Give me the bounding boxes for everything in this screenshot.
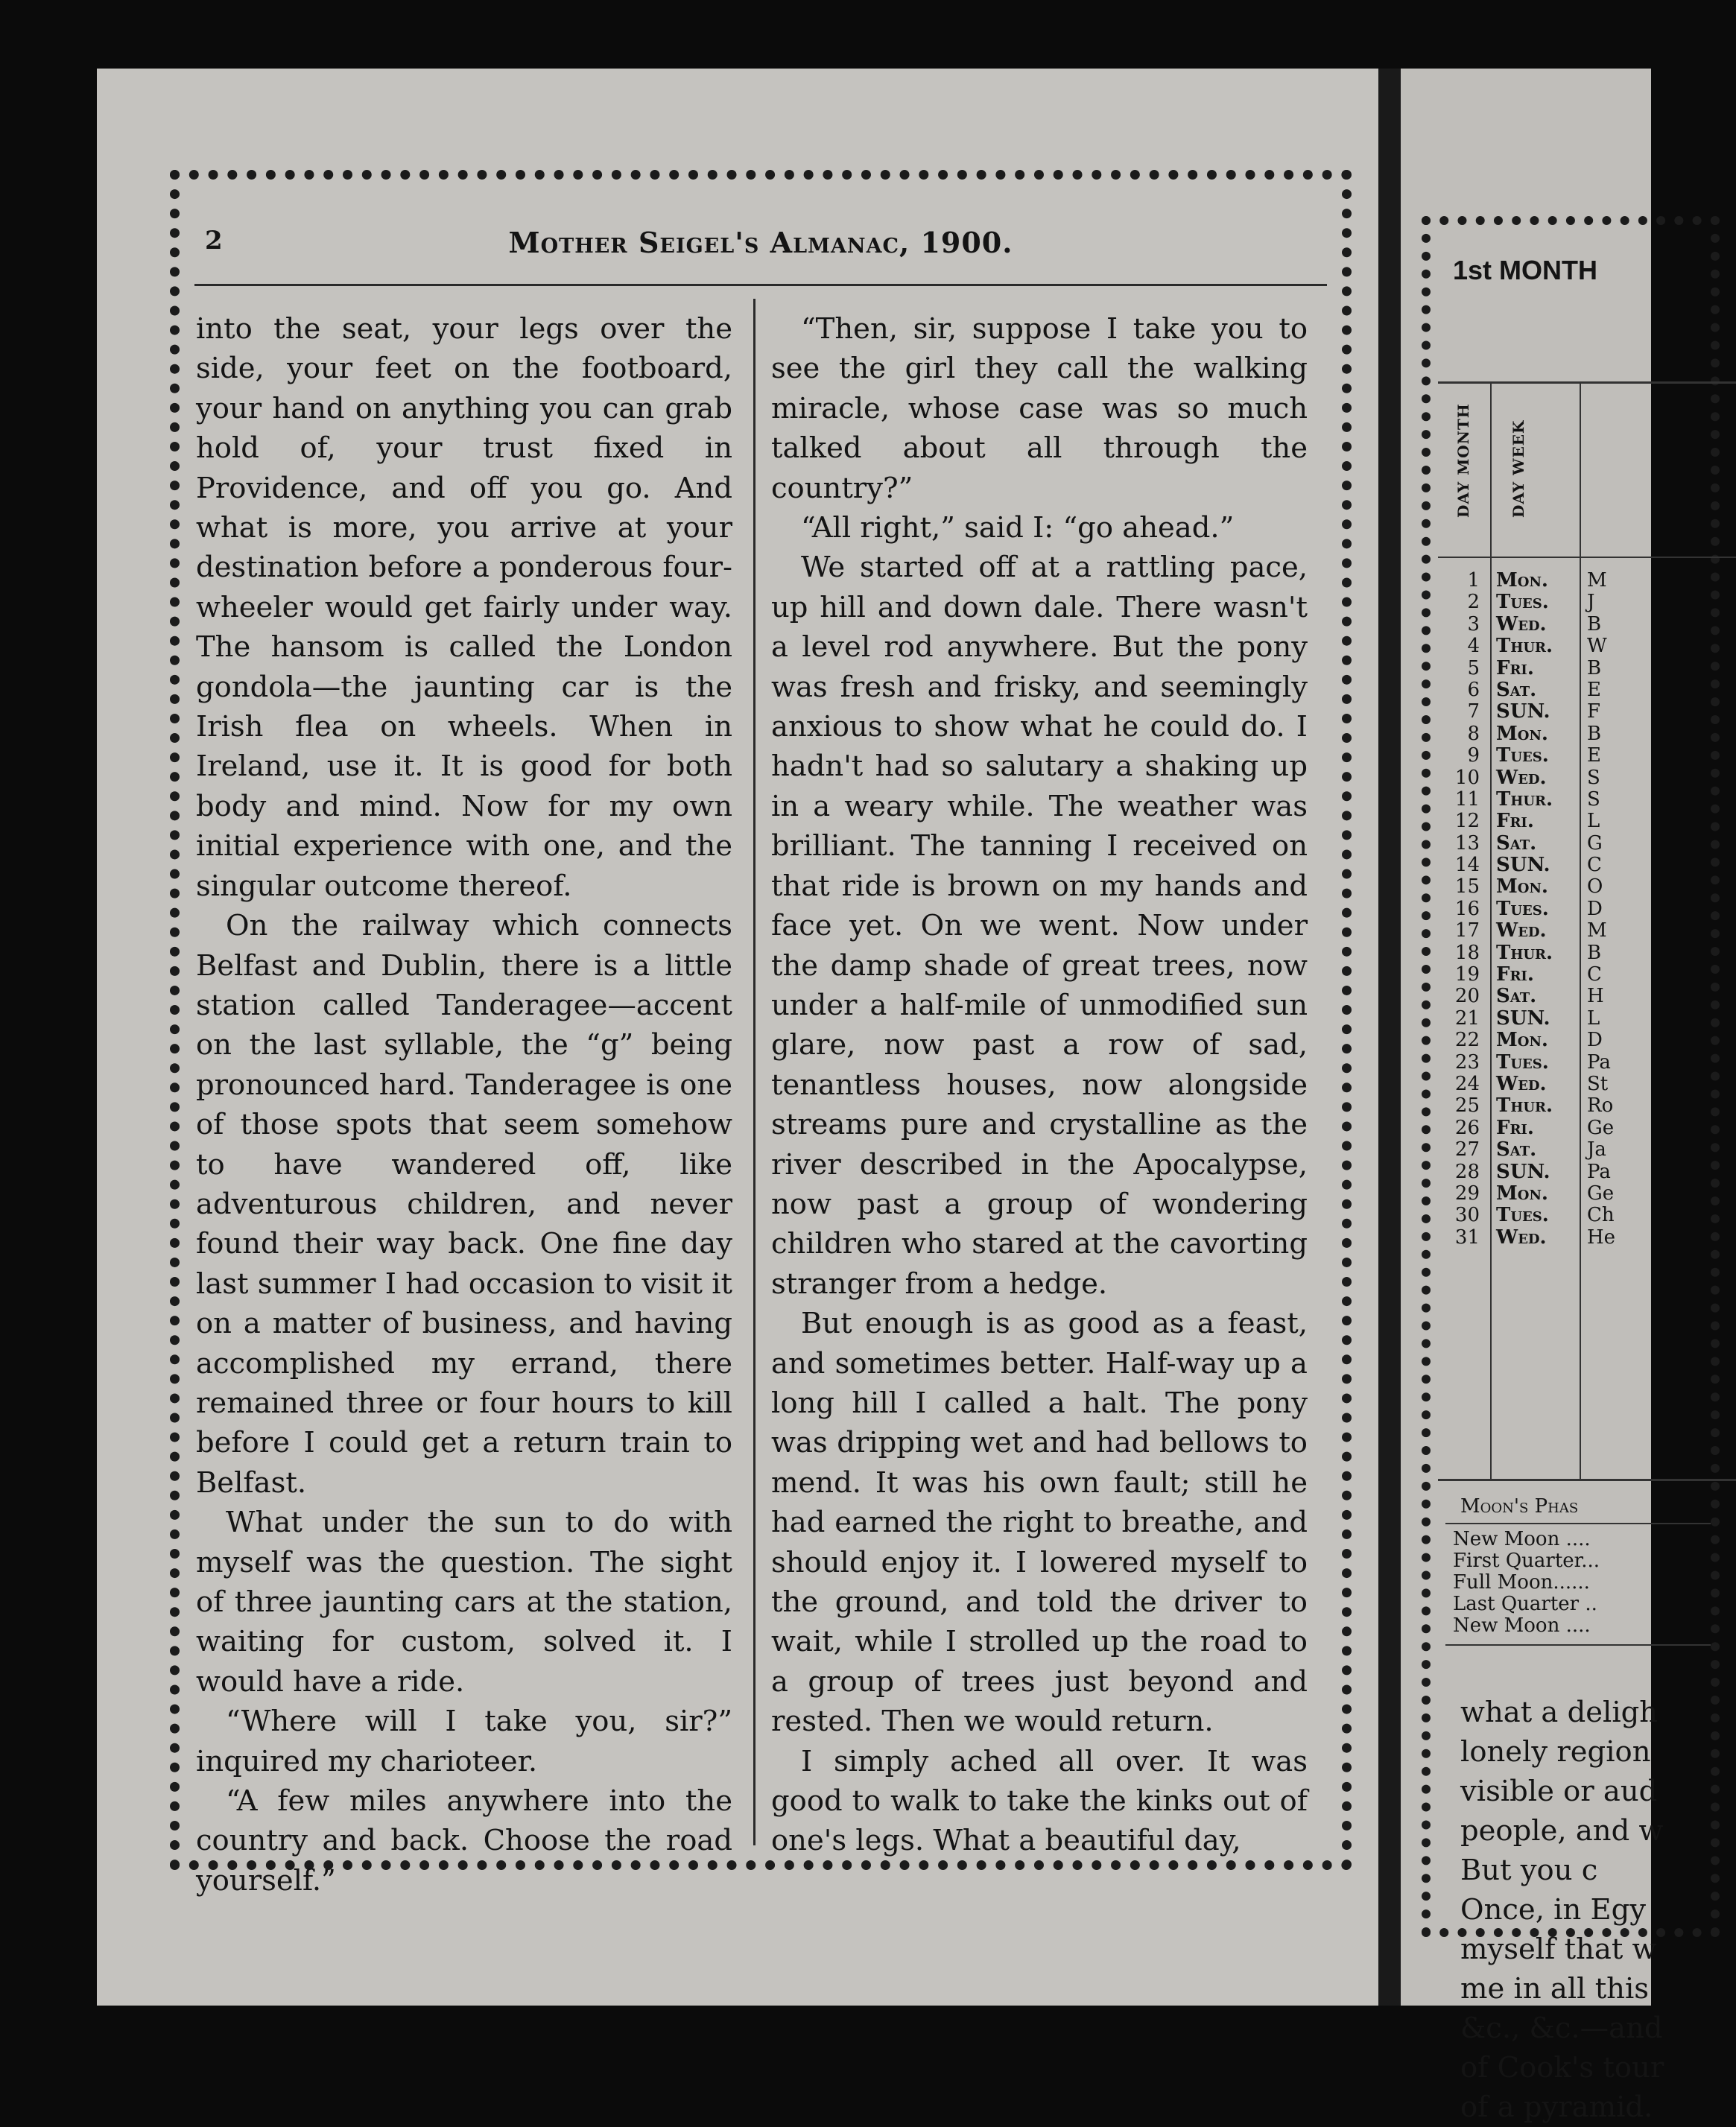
calendar-row bbox=[1438, 876, 1736, 898]
calendar-row bbox=[1438, 1139, 1736, 1161]
calendar-header-rule bbox=[1438, 557, 1736, 558]
day-number: 30 bbox=[1454, 1204, 1480, 1227]
moon-rule bbox=[1445, 1523, 1711, 1524]
weekday: Thur. bbox=[1496, 1094, 1553, 1118]
day-number: 5 bbox=[1467, 656, 1480, 679]
paragraph: “Then, sir, suppose I take you to see the girl they call the walking miracle, whose case was so much talked about all through the country?” bbox=[771, 312, 1308, 505]
day-number: 16 bbox=[1454, 897, 1480, 920]
calendar-frame bbox=[1422, 216, 1720, 2124]
calendar-row bbox=[1438, 1008, 1736, 1030]
day-number: 19 bbox=[1454, 963, 1480, 986]
day-number: 6 bbox=[1467, 678, 1480, 701]
paragraph: “All right,” said I: “go ahead.” bbox=[801, 511, 1235, 545]
entry: L bbox=[1587, 1007, 1600, 1030]
paragraph: We started off at a rattling pace, up hill and down dale. There wasn't a level rod anywhere. But the pony was fresh and frisky, and seemingly anxious to show what he could do. I hadn't had so salutary a shaking up in a weary while. The weather was brilliant. The tanning I received on that ride is brown on my hands and face yet. On we went. Now under the damp shade of great trees, now under a half-mile of unmodified sun glare, now past a row of sad, tenantless houses, now alongside streams pure and crystalline as the river described in the Apocalypse, now past a group of wondering children who stared at the cavorting stranger from a hedge. bbox=[771, 551, 1308, 1301]
day-number: 17 bbox=[1454, 919, 1480, 942]
entry: J bbox=[1587, 591, 1595, 614]
entry: B bbox=[1587, 941, 1602, 964]
calendar-row bbox=[1438, 1095, 1736, 1117]
moon-phase: First Quarter... bbox=[1453, 1550, 1600, 1572]
calendar-row bbox=[1438, 701, 1736, 723]
text-line: myself that w bbox=[1460, 1933, 1657, 1966]
weekday: Mon. bbox=[1496, 1182, 1548, 1205]
entry: E bbox=[1587, 678, 1601, 701]
weekday: SUN. bbox=[1496, 1007, 1550, 1030]
text-line: But you c bbox=[1460, 1854, 1598, 1887]
entry: Ge bbox=[1587, 1182, 1615, 1205]
paragraph: into the seat, your legs over the side, your feet on the footboard, your hand on anything you can grab hold of, your trust fixed in Providence, and off you go. And what is more, you arrive at your destination before a ponderous four-wheeler would get fairly under way. The hansom is called the London gondola—the jaunting car is the Irish flea on wheels. When in Ireland, use it. It is good for both body and mind. Now for my own initial experience with one, and the singular outcome thereof. bbox=[196, 312, 732, 903]
day-number: 24 bbox=[1454, 1072, 1480, 1095]
calendar-row bbox=[1438, 855, 1736, 876]
weekday: Thur. bbox=[1496, 787, 1553, 811]
day-number: 1 bbox=[1467, 569, 1480, 592]
day-number: 3 bbox=[1467, 612, 1480, 635]
calendar-row bbox=[1438, 986, 1736, 1007]
calendar-row bbox=[1438, 723, 1736, 745]
moon-phase: New Moon .... bbox=[1453, 1614, 1591, 1637]
paragraph: “A few miles anywhere into the country and back. Choose the road yourself.” bbox=[196, 1784, 732, 1898]
day-number: 31 bbox=[1454, 1226, 1480, 1249]
calendar-row bbox=[1438, 658, 1736, 679]
entry: He bbox=[1587, 1226, 1616, 1249]
calendar-row bbox=[1438, 1161, 1736, 1183]
right-page bbox=[1401, 69, 1664, 2124]
day-number: 25 bbox=[1454, 1094, 1480, 1118]
day-number: 27 bbox=[1454, 1138, 1480, 1161]
text-line: visible or aud bbox=[1460, 1775, 1658, 1808]
paragraph: On the railway which connects Belfast and Dublin, there is a little station called Tanderagee—accent on the last syllable, the “g” being pronounced hard. Tanderagee is one of those spots that seem somehow to have wandered off, like adventurous children, and never found their way back. One fine day last summer I had occasion to visit it on a matter of business, and having accomplished my errand, there remained three or four hours to kill before I could get a return train to Belfast. bbox=[196, 909, 732, 1500]
paragraph: What under the sun to do with myself was the question. The sight of three jaunting cars at the station, waiting for custom, solved it. I would have a ride. bbox=[196, 1506, 732, 1699]
entry: Pa bbox=[1587, 1160, 1611, 1183]
weekday: Sat. bbox=[1496, 831, 1537, 855]
day-number: 7 bbox=[1467, 700, 1480, 723]
moon-phases-list bbox=[1453, 1529, 1600, 1637]
day-number: 18 bbox=[1454, 941, 1480, 964]
text-line: &c., &c.—and bbox=[1460, 2012, 1663, 2045]
weekday: Tues. bbox=[1496, 1050, 1549, 1074]
entry: St bbox=[1587, 1072, 1609, 1095]
entry: Pa bbox=[1587, 1050, 1611, 1074]
calendar-row bbox=[1438, 942, 1736, 964]
entry: M bbox=[1587, 569, 1607, 592]
weekday: Mon. bbox=[1496, 722, 1548, 745]
calendar-row bbox=[1438, 811, 1736, 832]
weekday: Sat. bbox=[1496, 1138, 1537, 1161]
calendar-row bbox=[1438, 745, 1736, 767]
weekday: Tues. bbox=[1496, 897, 1549, 920]
entry: E bbox=[1587, 744, 1601, 767]
calendar-row bbox=[1438, 1183, 1736, 1205]
page-gutter bbox=[1378, 69, 1401, 2006]
running-title: Mother Seigel's Almanac, 1900. bbox=[508, 226, 1013, 259]
dotted-border-frame bbox=[170, 170, 1352, 1898]
calendar-row bbox=[1438, 920, 1736, 942]
paragraph: I simply ached all over. It was good to walk to take the kinks out of one's legs. What a beautiful day, bbox=[771, 1744, 1308, 1858]
calendar-row bbox=[1438, 1074, 1736, 1095]
day-month-header: DAY MONTH bbox=[1454, 403, 1472, 518]
calendar-row bbox=[1438, 964, 1736, 986]
moon-phase: Last Quarter .. bbox=[1453, 1593, 1597, 1615]
calendar-row bbox=[1438, 570, 1736, 592]
moon-phases-heading: Moon's Phas bbox=[1460, 1495, 1579, 1518]
calendar-row bbox=[1438, 789, 1736, 811]
left-text-column bbox=[196, 309, 732, 1901]
weekday: Tues. bbox=[1496, 591, 1549, 614]
weekday: Fri. bbox=[1496, 1116, 1534, 1139]
weekday: SUN. bbox=[1496, 1160, 1550, 1183]
weekday: Mon. bbox=[1496, 1029, 1548, 1052]
weekday: Tues. bbox=[1496, 1204, 1549, 1227]
calendar-row bbox=[1438, 1227, 1736, 1249]
entry: C bbox=[1587, 854, 1602, 877]
weekday: Wed. bbox=[1496, 919, 1547, 942]
text-line: Once, in Egy bbox=[1460, 1893, 1647, 1927]
text-line: lonely region bbox=[1460, 1735, 1651, 1769]
calendar-row bbox=[1438, 833, 1736, 855]
day-number: 23 bbox=[1454, 1050, 1480, 1074]
day-number: 22 bbox=[1454, 1029, 1480, 1052]
entry: D bbox=[1587, 1029, 1603, 1052]
weekday: Wed. bbox=[1496, 766, 1547, 789]
text-line: people, and w bbox=[1460, 1814, 1664, 1848]
calendar-row bbox=[1438, 592, 1736, 613]
calendar-row bbox=[1438, 898, 1736, 920]
calendar-row bbox=[1438, 767, 1736, 789]
entry: L bbox=[1587, 810, 1600, 833]
entry: Ro bbox=[1587, 1094, 1614, 1118]
day-number: 4 bbox=[1467, 635, 1480, 658]
day-number: 2 bbox=[1467, 591, 1480, 614]
entry: B bbox=[1587, 612, 1602, 635]
weekday: Thur. bbox=[1496, 941, 1553, 964]
weekday: Fri. bbox=[1496, 963, 1534, 986]
weekday: Mon. bbox=[1496, 569, 1548, 592]
entry: M bbox=[1587, 919, 1607, 942]
entry: G bbox=[1587, 831, 1603, 855]
moon-phase: Full Moon...... bbox=[1453, 1571, 1590, 1594]
column-rule bbox=[753, 299, 755, 1845]
weekday: Thur. bbox=[1496, 635, 1553, 658]
page-header bbox=[194, 224, 1327, 286]
entry: F bbox=[1587, 700, 1601, 723]
entry: S bbox=[1587, 787, 1600, 811]
day-number: 20 bbox=[1454, 985, 1480, 1008]
entry: B bbox=[1587, 722, 1602, 745]
weekday: Fri. bbox=[1496, 810, 1534, 833]
right-page-text bbox=[1460, 1693, 1699, 2127]
calendar-row bbox=[1438, 1205, 1736, 1226]
day-number: 11 bbox=[1454, 787, 1480, 811]
right-text-column bbox=[771, 309, 1308, 1861]
day-number: 13 bbox=[1454, 831, 1480, 855]
entry: W bbox=[1587, 635, 1607, 658]
calendar-row bbox=[1438, 635, 1736, 657]
weekday: Mon. bbox=[1496, 875, 1548, 898]
entry: C bbox=[1587, 963, 1602, 986]
calendar-table bbox=[1438, 381, 1736, 1481]
entry: B bbox=[1587, 656, 1602, 679]
entry: O bbox=[1587, 875, 1603, 898]
weekday: SUN. bbox=[1496, 700, 1550, 723]
moon-rule bbox=[1445, 1644, 1711, 1646]
moon-phase: New Moon .... bbox=[1453, 1528, 1591, 1550]
day-number: 29 bbox=[1454, 1182, 1480, 1205]
entry: Ge bbox=[1587, 1116, 1615, 1139]
calendar-row bbox=[1438, 679, 1736, 701]
weekday: Sat. bbox=[1496, 678, 1537, 701]
entry: H bbox=[1587, 985, 1604, 1008]
text-line: of a pyramid. bbox=[1460, 2090, 1653, 2124]
day-week-header: DAY WEEK bbox=[1510, 419, 1527, 518]
day-number: 21 bbox=[1454, 1007, 1480, 1030]
entry: S bbox=[1587, 766, 1600, 789]
day-number: 14 bbox=[1454, 854, 1480, 877]
calendar-row bbox=[1438, 1052, 1736, 1074]
weekday: SUN. bbox=[1496, 854, 1550, 877]
entry: D bbox=[1587, 897, 1603, 920]
entry: Ja bbox=[1587, 1138, 1606, 1161]
weekday: Sat. bbox=[1496, 985, 1537, 1008]
page-number: 2 bbox=[205, 226, 223, 256]
weekday: Wed. bbox=[1496, 1072, 1547, 1095]
calendar-title: 1st MONTH bbox=[1453, 255, 1598, 285]
day-number: 8 bbox=[1467, 722, 1480, 745]
day-number: 28 bbox=[1454, 1160, 1480, 1183]
weekday: Wed. bbox=[1496, 1226, 1547, 1249]
text-line: me in all this bbox=[1460, 1972, 1650, 2006]
weekday: Wed. bbox=[1496, 612, 1547, 635]
calendar-rows bbox=[1438, 570, 1736, 1249]
calendar-row bbox=[1438, 1030, 1736, 1051]
weekday: Tues. bbox=[1496, 744, 1549, 767]
day-number: 26 bbox=[1454, 1116, 1480, 1139]
text-line: what a deligh bbox=[1460, 1696, 1659, 1729]
day-number: 9 bbox=[1467, 744, 1480, 767]
day-number: 10 bbox=[1454, 766, 1480, 789]
day-number: 15 bbox=[1454, 875, 1480, 898]
paragraph: “Where will I take you, sir?” inquired my charioteer. bbox=[196, 1705, 732, 1778]
calendar-row bbox=[1438, 1118, 1736, 1139]
entry: Ch bbox=[1587, 1204, 1615, 1227]
weekday: Fri. bbox=[1496, 656, 1534, 679]
day-number: 12 bbox=[1454, 810, 1480, 833]
calendar-row bbox=[1438, 614, 1736, 635]
paragraph: But enough is as good as a feast, and sometimes better. Half-way up a long hill I called a halt. The pony was dripping wet and had bellows to mend. It was his own fault; still he had earned the right to breathe, and should enjoy it. I lowered myself to the ground, and told the driver to wait, while I strolled up the road to a group of trees just beyond and rested. Then we would return. bbox=[771, 1307, 1308, 1739]
text-line: of Cook's tour bbox=[1460, 2051, 1664, 2085]
